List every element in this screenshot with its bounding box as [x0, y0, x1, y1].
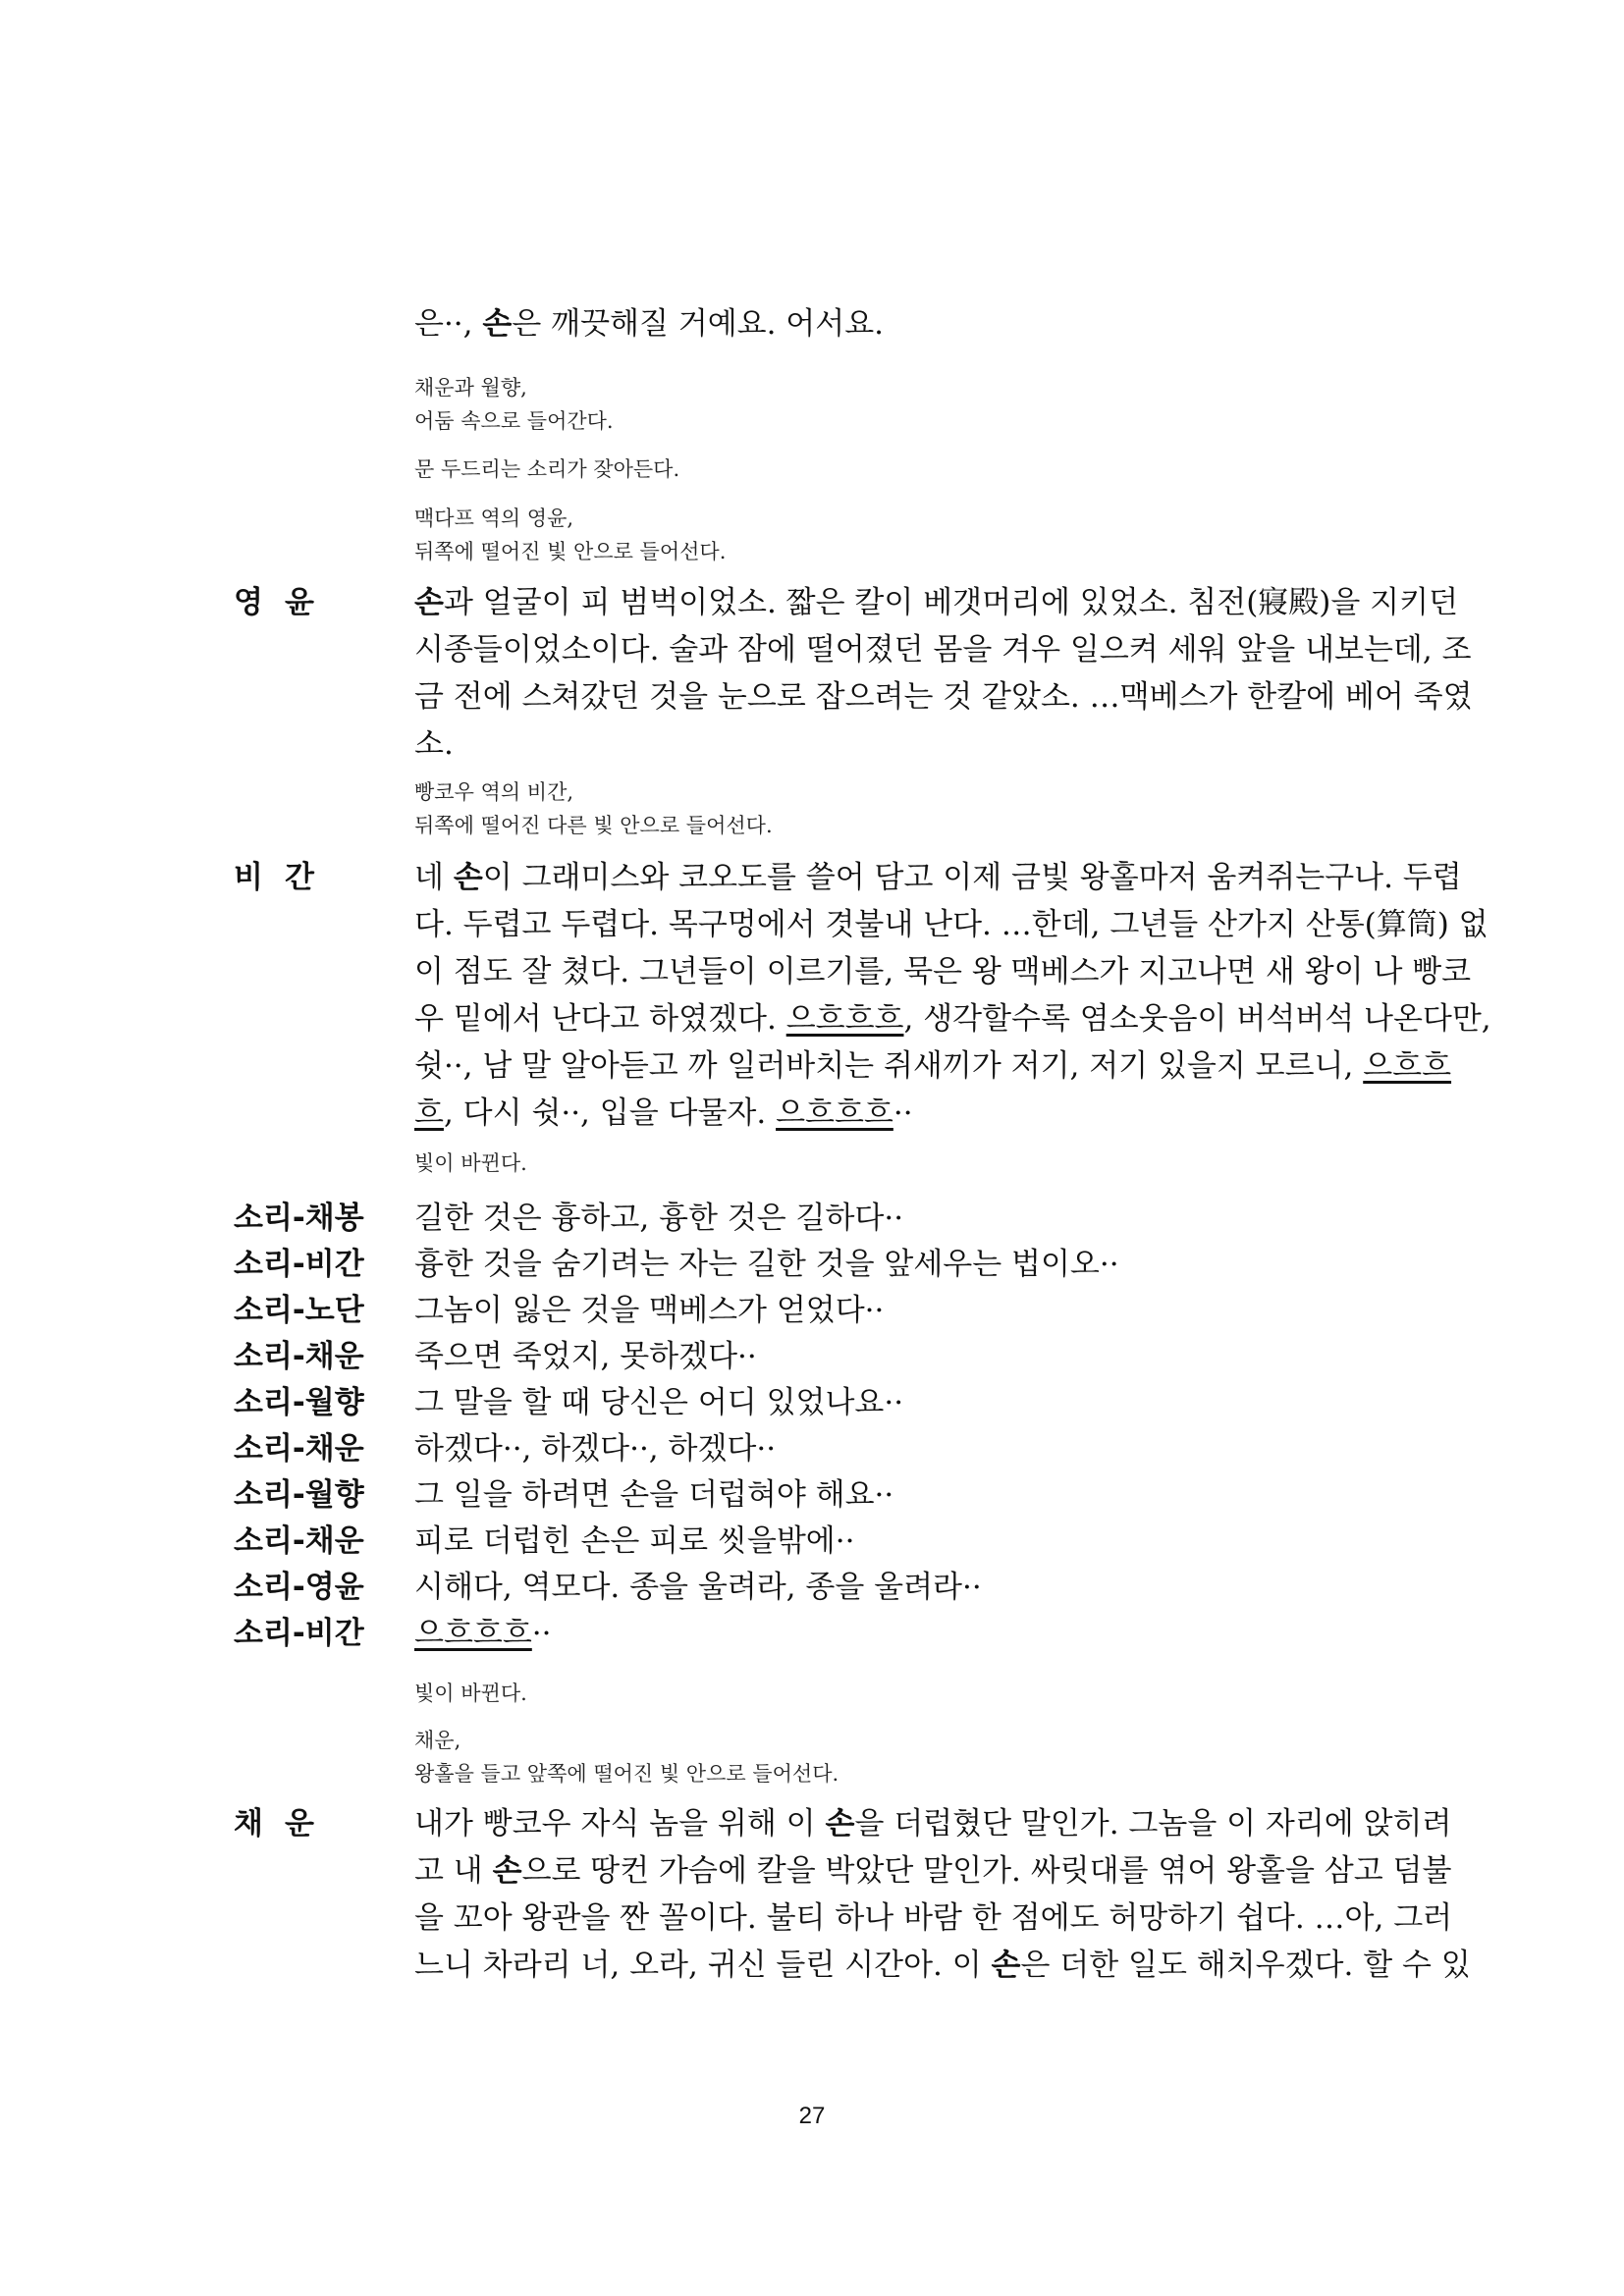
speech-text: 내가 빵코우 자식 놈을 위해 이 손을 더럽혔단 말인가. 그놈을 이 자리에 앉히려 고 내 손으로 땅컨 가슴에 칼을 박았단 말인가. 싸릿대를 엮어 왕홀을 삼고 덤불 을 꼬아 왕관을 짠 꼴이다. 불티 하나 바람 한 점에도 허망하기 쉽다. …아, 그러 느니 차라리 너, 오라, 귀신 들린 시간아. 이 손은 더한 일도 해치우겠다. 할 수 있	[414, 1806, 1471, 1983]
stage-direction: 맥다프 역의 영윤, 뒤쪽에 떨어진 빛 안으로 들어선다.	[414, 507, 727, 563]
speaker-name: 소리-월향	[234, 1477, 364, 1513]
page-number: 27	[798, 2103, 826, 2129]
speaker-name: 소리-월향	[234, 1385, 364, 1420]
speaker-name: 영윤	[234, 585, 336, 620]
stage-direction: 빛이 바뀐다.	[414, 1151, 527, 1175]
stage-direction: 채운, 왕홀을 들고 앞쪽에 떨어진 빛 안으로 들어선다.	[414, 1729, 839, 1786]
laugh-underlined: 으흐흐흐	[776, 1095, 893, 1131]
speaker-name: 채운	[234, 1806, 336, 1842]
speaker-name: 소리-채운	[234, 1431, 364, 1467]
speaker-name: 소리-비간	[234, 1616, 364, 1651]
laugh-underlined: 으흐흐	[1363, 1048, 1452, 1084]
speaker-name: 소리-채봉	[234, 1201, 364, 1236]
laugh-underlined: 으흐흐흐	[785, 1001, 904, 1037]
stage-direction: 빛이 바뀐다.	[414, 1682, 527, 1705]
speaker-name: 소리-노단	[234, 1293, 364, 1328]
speaker-name: 소리-영윤	[234, 1570, 364, 1605]
speech-text: 네 손이 그래미스와 코오도를 쓸어 담고 이제 금빛 왕홀마저 움켜쥐는구나. 두렵 다. 두렵고 두렵다. 목구멍에서 겻불내 난다. …한데, 그년들 산가지 산통(算筒) 없 이 점도 잘 쳤다. 그년들이 이르기를, 묵은 왕 맥베스가 지고나면 새 왕이 나 빵코 우 밑에서 난다고 하였겠다. 으흐흐흐, 생각할수록 염소웃음이 버석버석 나온다만, 쉿··, 남 말 알아듣고 까 일러바치는 쥐새끼가 저기, 저기 있을지 모르니, 으흐흐 흐, 다시 쉿··, 입을 다물자. 으흐흐흐··	[414, 860, 1491, 1131]
script-page: 은··, 손은 깨끗해질 거예요. 어서요. 채운과 월향, 어둠 속으로 들어간다. 문 두드리는 소리가 잦아든다. 맥다프 역의 영윤, 뒤쪽에 떨어진 빛 안으로 들어선다. 영윤 손과 얼굴이 피 범벅이었소. 짧은 칼이 베갯머리에 있었소. 침전(寢殿)을 지키던 시종들이었소이다. 술과 잠에 떨어졌던 몸을 겨우 일으켜 세워 앞을 내보는데, 조 금 전에 스쳐갔던 것을 눈으로 잡으려는 것 같았소. …맥베스가 한칼에 베어 죽였 소. 빵코우 역의 비간, 뒤쪽에 떨어진 다른 빛 안으로 들어선다. 비간 네 손이 그래미스와 코오도를 쓸어 담고 이제 금빛 왕홀마저 움켜쥐는구나. 두렵 다. 두렵고 두렵다. 목구멍에서 겻불내 난다. …한데, 그년들 산가지 산통(算筒) 없 이 점도 잘 쳤다. 그년들이 이르기를, 묵은 왕 맥베스가 지고나면 새 왕이 나 빵코 우 밑에서 난다고 하였겠다. 으흐흐흐, 생각할수록 염소웃음이 버석버석 나온다만, 쉿··, 남 말 알아듣고 까 일러바치는 쥐새끼가 저기, 저기 있을지 모르니, 으흐흐 흐, 다시 쉿··, 입을 다물자. 으흐흐흐·· 빛이 바뀐다. 소리-채봉 길한 것은 흉하고, 흉한 것은 길하다·· 소리-비간 흉한 것을 숨기려는 자는 길한 것을 앞세우는 법이오·· 소리-노단 그놈이 잃은 것을 맥베스가 얻었다·· 소리-채운 죽으면 죽었지, 못하겠다·· 소리-월향 그 말을 할 때 당신은 어디 있었나요·· 소리-채운 하겠다··, 하겠다··, 하겠다·· 소리-월향 그 일을 하려면 손을 더럽혀야 해요·· 소리-채운 피로 더럽힌 손은 피로 씻을밖에·· 소리-영윤 시해다, 역모다. 종을 울려라, 종을 울려라·· 소리-비간 으흐흐흐·· 빛이 바뀐다. 채운, 왕홀을 들고 앞쪽에 떨어진 빛 안으로 들어선다. 채운 내가 빵코우 자식 놈을 위해 이 손을 더럽혔단 말인가. 그놈을 이 자리에 앉히려 고 내 손으로 땅컨 가슴에 칼을 박았단 말인가. 싸릿대를 엮어 왕홀을 삼고 덤불 을 꼬아 왕관을 짠 꼴이다. 불티 하나 바람 한 점에도 허망하기 쉽다. …아, 그러 느니 차라리 너, 오라, 귀신 들린 시간아. 이 손은 더한 일도 해치우겠다. 할 수 있 27	[0, 0, 1624, 2296]
speech-text: 손과 얼굴이 피 범벅이었소. 짧은 칼이 베갯머리에 있었소. 침전(寢殿)을 지키던 시종들이었소이다. 술과 잠에 떨어졌던 몸을 겨우 일으켜 세워 앞을 내보는데, 조 금 전에 스쳐갔던 것을 눈으로 잡으려는 것 같았소. …맥베스가 한칼에 베어 죽였 소.	[414, 585, 1473, 762]
stage-direction: 문 두드리는 소리가 잦아든다.	[414, 457, 680, 481]
speaker-name: 비간	[234, 860, 336, 895]
stage-direction: 채운과 월향, 어둠 속으로 들어간다.	[414, 376, 614, 433]
laugh-underlined: 흐	[414, 1095, 444, 1131]
laugh-underlined: 으흐흐흐	[414, 1616, 532, 1651]
emphasis-son: 손	[453, 860, 483, 895]
stage-direction: 빵코우 역의 비간, 뒤쪽에 떨어진 다른 빛 안으로 들어선다.	[414, 780, 773, 837]
emphasis-son: 손	[825, 1806, 855, 1842]
emphasis-son: 손	[414, 585, 444, 620]
speaker-name: 소리-채운	[234, 1523, 364, 1559]
emphasis-son: 손	[482, 306, 513, 342]
dialogue-continuation: 은··, 손은 깨끗해질 거예요. 어서요.	[414, 306, 885, 342]
speaker-name: 소리-채운	[234, 1339, 364, 1374]
emphasis-son: 손	[991, 1948, 1021, 1983]
speaker-name: 소리-비간	[234, 1247, 364, 1282]
emphasis-son: 손	[492, 1853, 522, 1889]
